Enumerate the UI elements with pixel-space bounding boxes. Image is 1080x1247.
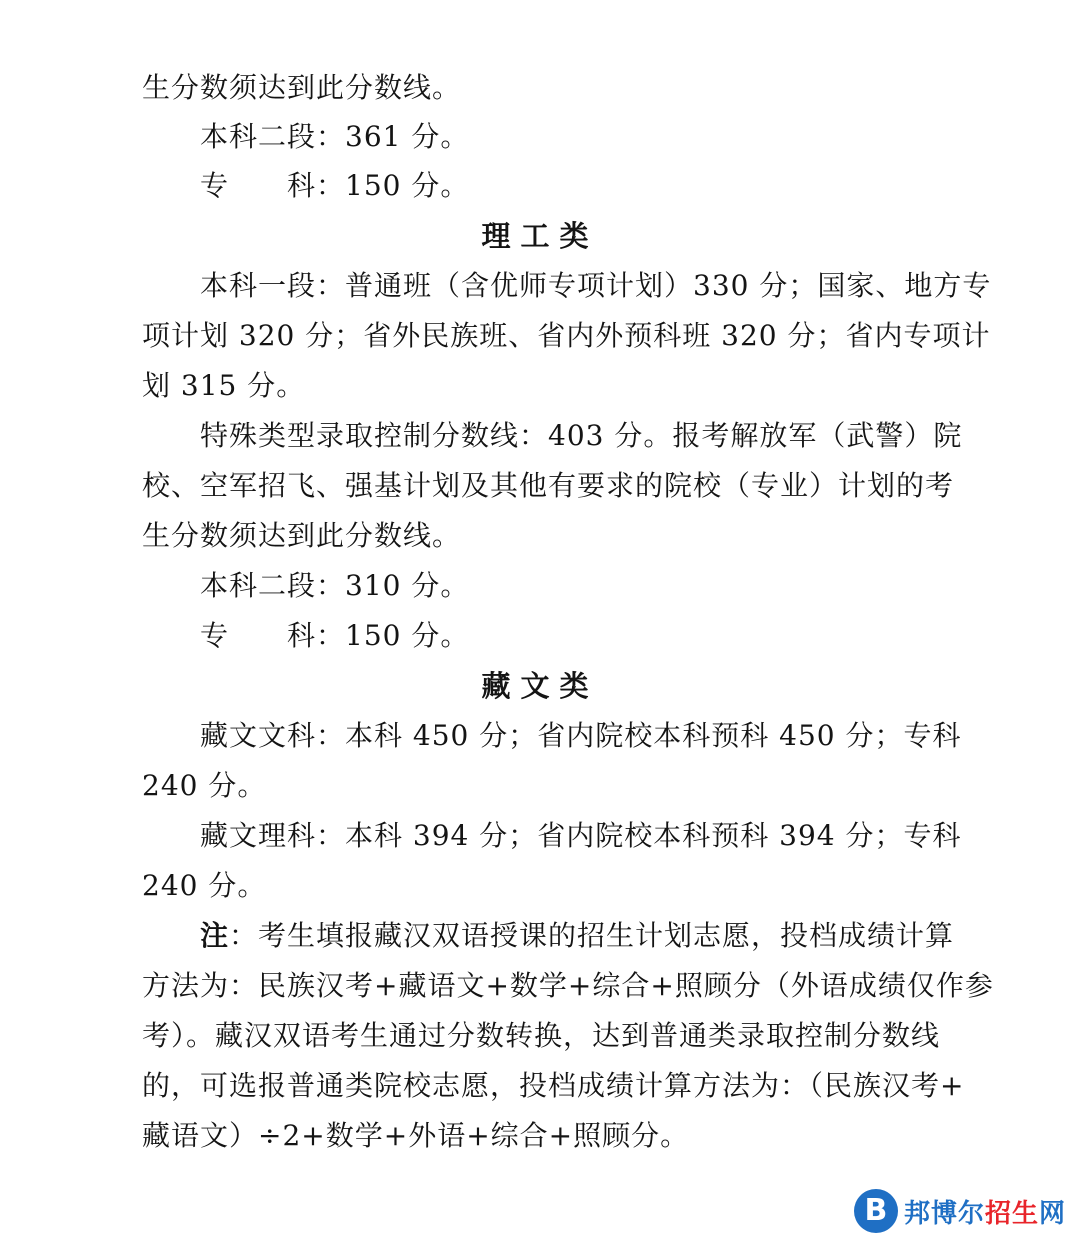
text-line: 藏文文科：本科 450 分；省内院校本科预科 450 分；专科 xyxy=(200,719,962,752)
text-line: 生分数须达到此分数线。 xyxy=(142,71,462,104)
text-line: 生分数须达到此分数线。 xyxy=(142,519,462,552)
note-label: 注 xyxy=(200,919,230,952)
text-line: 藏文理科：本科 394 分；省内院校本科预科 394 分；专科 xyxy=(200,819,962,852)
text-line: 专 科：150 分。 xyxy=(200,619,470,652)
watermark-logo xyxy=(854,1189,1066,1233)
text-line: 划 315 分。 xyxy=(142,369,306,402)
text-line: 本科一段：普通班（含优师专项计划）330 分；国家、地方专 xyxy=(200,269,992,302)
section-heading-tibetan: 藏文类 xyxy=(481,669,599,703)
text-line: 项计划 320 分；省外民族班、省内外预科班 320 分；省内专项计 xyxy=(142,319,991,352)
text-line: 特殊类型录取控制分数线：403 分。报考解放军（武警）院 xyxy=(200,419,963,452)
text-line: 专 科：150 分。 xyxy=(200,169,470,202)
logo-text: 邦博尔招生网 xyxy=(903,1198,1066,1229)
text-line: 方法为：民族汉考+藏语文+数学+综合+照顾分（外语成绩仅作参 xyxy=(142,969,994,1002)
note-text: ：考生填报藏汉双语授课的招生计划志愿，投档成绩计算 xyxy=(229,919,955,952)
text-line: 240 分。 xyxy=(142,769,267,802)
text-line: 的，可选报普通类院校志愿，投档成绩计算方法为：（民族汉考+ xyxy=(142,1069,965,1102)
text-line: 考）。藏汉双语考生通过分数转换，达到普通类录取控制分数线 xyxy=(142,1019,941,1052)
text-line: 本科二段：361 分。 xyxy=(200,120,470,153)
text-line: 校、空军招飞、强基计划及其他有要求的院校（专业）计划的考 xyxy=(142,469,955,502)
text-line: 240 分。 xyxy=(142,869,267,902)
text-line: 藏语文）÷2+数学+外语+综合+照顾分。 xyxy=(142,1119,690,1152)
text-line: 本科二段：310 分。 xyxy=(200,569,470,602)
section-heading-science: 理工类 xyxy=(481,219,599,253)
logo-b-icon: B xyxy=(854,1189,898,1233)
note-line xyxy=(200,918,954,954)
